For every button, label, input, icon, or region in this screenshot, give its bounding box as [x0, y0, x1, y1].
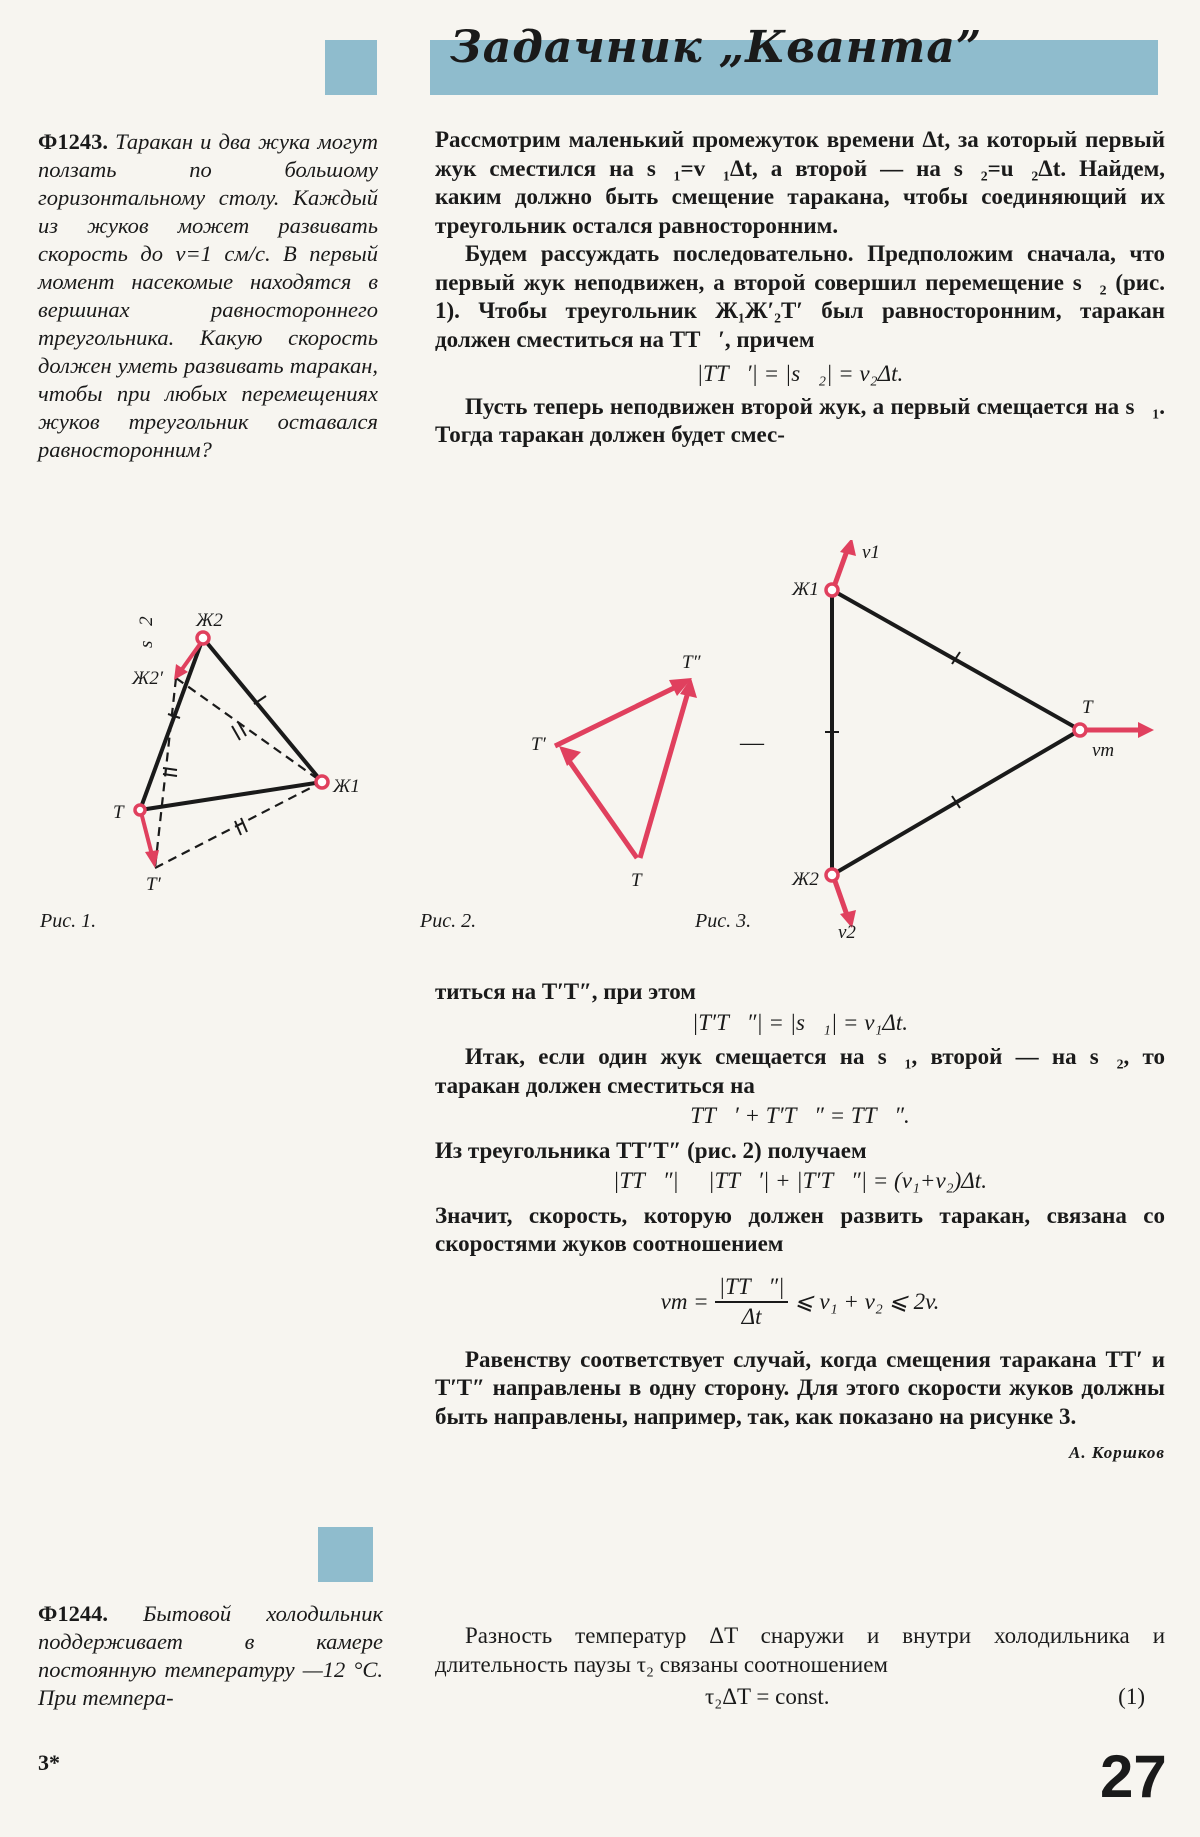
solution2-formula: τ₂ΔT = const. [705, 1684, 830, 1709]
fig1-caption: Рис. 1. [40, 910, 97, 932]
problem-number: Ф1243. [38, 129, 108, 154]
problem-1243 [38, 128, 378, 464]
header-block-left [325, 40, 377, 95]
section-block-left [318, 1527, 373, 1582]
fig3-label-t: T [1082, 697, 1093, 718]
formula-5-lhs: vт = [660, 1288, 709, 1314]
solution-top [435, 126, 1165, 450]
formula-2: |T′T⃗″| = |s⃗₁| = v₁Δt. [691, 1009, 909, 1035]
fig1-label-s2: s⃗2 [136, 616, 157, 648]
figure-3 [780, 540, 1160, 940]
problem-text-2: Бытовой холодильник поддерживает в камере постоянную температуру —12 °С. При темпера- [38, 1601, 383, 1710]
solution-paragraph-5: Итак, если один жук смещается на s⃗₁, второй — на s⃗₂, то таракан должен сместиться на [435, 1044, 1165, 1098]
fig1-label-zh1: Ж1 [333, 776, 360, 797]
fig3-label-zh2: Ж2 [792, 869, 819, 890]
solution-bottom [435, 978, 1165, 1468]
fig3-caption: Рис. 3. [695, 910, 752, 932]
problem-number-2: Ф1244. [38, 1601, 108, 1626]
formula-5-numerator: |TT⃗″| [715, 1273, 789, 1304]
fig3-label-vt: vт [1092, 740, 1115, 761]
solution-paragraph-8: Равенству соответствует случай, когда смещения таракана TT′ и T′T″ направлены в одну сторону. Для этого скорости жуков должны быть направлены, например, так, как показано на рисунке 3. [435, 1346, 1165, 1429]
fig3-label-zh1: Ж1 [792, 579, 819, 600]
fig1-dashed-lines [155, 678, 322, 868]
footer-mark: 3* [38, 1750, 60, 1775]
fig2-caption: Рис. 2. [420, 910, 477, 932]
solution-paragraph-3: Пусть теперь неподвижен второй жук, а первый смещается на s⃗₁. Тогда таракан должен будет смес- [435, 393, 1165, 447]
solution-paragraph-7: Значит, скорость, которую должен развить таракан, связана со скоростями жуков соотношением [435, 1202, 1165, 1256]
fig1-label-tp: T′ [146, 874, 161, 890]
formula-5 [435, 1273, 1165, 1332]
fig2-label-tpp: T″ [682, 652, 701, 673]
figure-2 [525, 620, 725, 910]
author: А. Коршков [1069, 1443, 1165, 1462]
solution-paragraph-6: Из треугольника TT′T″ (рис. 2) получаем [435, 1137, 867, 1163]
fig1-label-zh2: Ж2 [196, 610, 223, 631]
section-title: Задачник „Кванта” [450, 22, 983, 73]
formula-4: |TT⃗″| ⩽ |TT⃗′| + |T′T⃗″| = (v₁+v₂)Δt. [613, 1168, 987, 1193]
formula-5-denominator: Δt [741, 1304, 762, 1329]
solution-2 [435, 1622, 1165, 1715]
figure-dash: — [740, 730, 764, 756]
solution2-formula-row [435, 1683, 1165, 1715]
formula-1: |TT⃗′| = |s⃗₂| = v₂Δt. [696, 361, 904, 386]
formula-5-fraction [715, 1273, 789, 1332]
fig1-solid-lines [140, 638, 322, 810]
fig1-label-zh2p: Ж2′ [132, 668, 164, 689]
formula-3: TT⃗′ + T′T⃗″ = TT⃗″. [690, 1103, 910, 1128]
fig2-label-tp: T′ [531, 734, 546, 755]
fig3-label-v2: v2 [838, 922, 856, 940]
solution-paragraph-4: титься на T′T″, при этом [435, 979, 696, 1004]
solution2-paragraph: Разность температур ΔT снаружи и внутри холодильника и длительность паузы τ₂ связаны соотношением [435, 1623, 1165, 1677]
solution2-eqnum: (1) [1118, 1684, 1145, 1709]
figure-1 [100, 600, 360, 890]
page-number: 27 [1100, 1743, 1167, 1810]
solution-paragraph-2: Будем рассуждать последовательно. Предположим сначала, что первый жук неподвижен, а второй совершил перемещение s⃗₂ (рис. 1). Чтобы треугольник Ж₁Ж′₂T′ был равносторонним, таракан должен сместиться на TT⃗′, причем [435, 241, 1165, 352]
fig2-label-t: T [631, 870, 642, 891]
problem-text: Таракан и два жука могут ползать по большому горизонтальному столу. Каждый из жуков может развивать скорость до v=1 см/с. В первый момент насекомые находятся в вершинах равностороннего треугольника. Какую скорость должен уметь развивать таракан, чтобы при любых перемещениях жуков треугольник оставался равносторонним? [38, 129, 379, 462]
solution-paragraph-1: Рассмотрим маленький промежуток времени Δt, за который первый жук сместился на s⃗₁=v⃗₁Δt, а второй — на s⃗₂=u⃗₂Δt. Найдем, каким должно быть смещение таракана, чтобы соединяющий их треугольник остался равносторонним. [435, 127, 1165, 238]
fig1-label-t: T [113, 802, 124, 823]
formula-5-rhs: ⩽ v₁ + v₂ ⩽ 2v. [794, 1288, 940, 1314]
problem-1244 [38, 1600, 383, 1712]
fig3-label-v1: v1 [862, 542, 880, 563]
